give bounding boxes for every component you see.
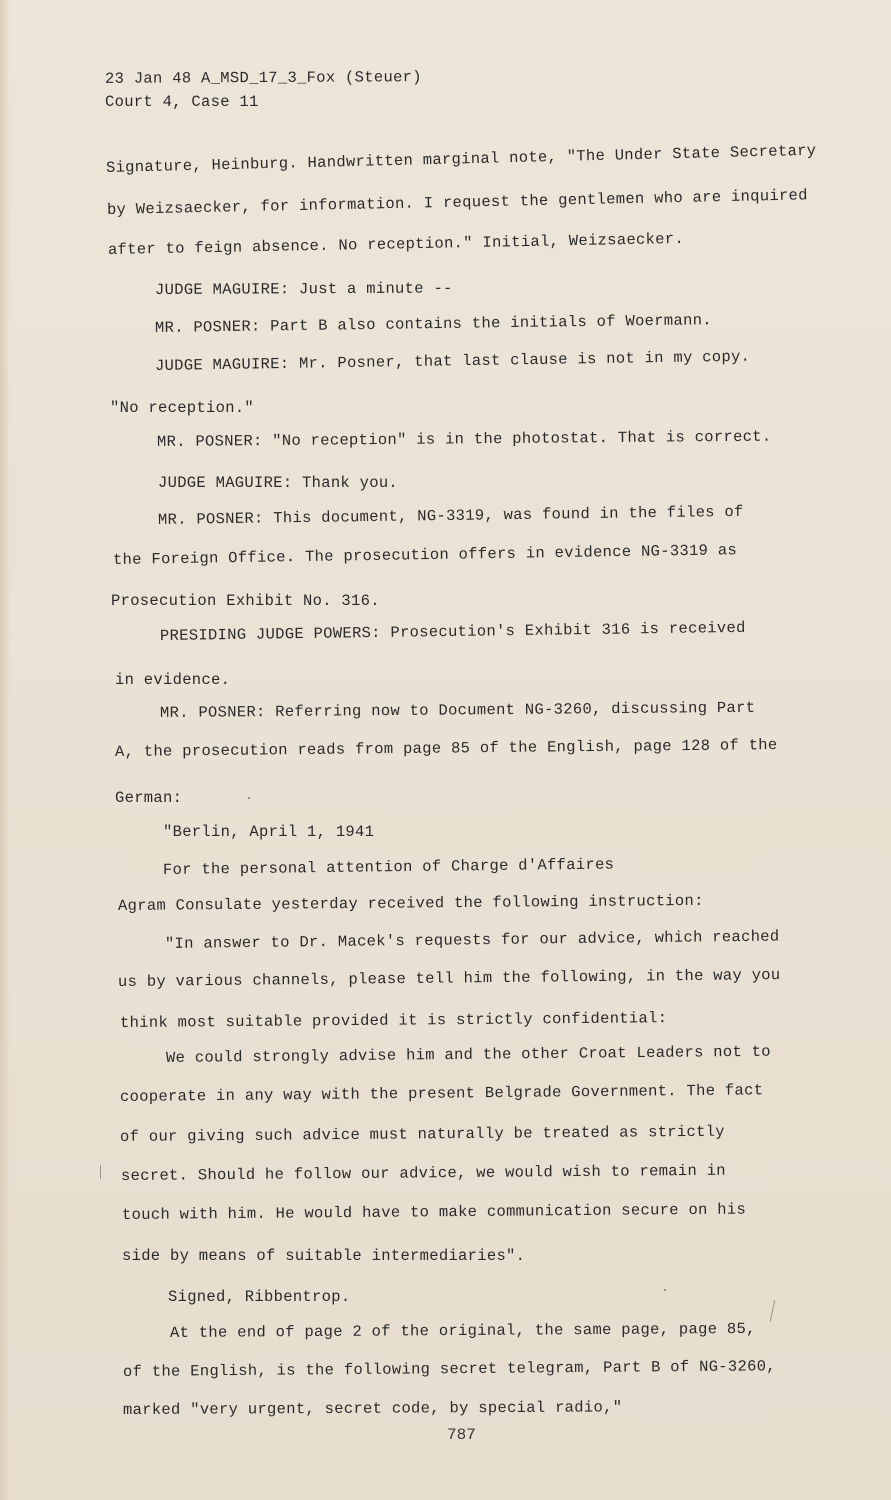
body-line: JUDGE MAGUIRE: Mr. Posner, that last clause is not in my copy.: [154, 347, 751, 375]
body-line: of the English, is the following secret telegram, Part B of NG-3260,: [122, 1357, 776, 1381]
header-line-1: 23 Jan 48 A_MSD_17_3_Fox (Steuer): [104, 68, 422, 88]
body-line: "Berlin, April 1, 1941: [163, 823, 375, 841]
body-line: the Foreign Office. The prosecution offers in evidence NG-3319 as: [112, 541, 738, 569]
body-line: At the end of page 2 of the original, the same page, page 85,: [169, 1319, 756, 1342]
body-line: Prosecution Exhibit No. 316.: [111, 592, 380, 610]
body-line: MR. POSNER: This document, NG-3319, was found in the files of: [157, 502, 744, 529]
body-line: JUDGE MAGUIRE: Thank you.: [158, 474, 399, 492]
body-line: A, the prosecution reads from page 85 of the English, page 128 of the: [114, 736, 778, 761]
body-line: MR. POSNER: "No reception" is in the photostat. That is correct.: [156, 427, 772, 451]
margin-mark: [664, 1289, 666, 1291]
body-line: marked "very urgent, secret code, by special radio,": [122, 1398, 623, 1419]
body-line: in evidence.: [115, 671, 231, 689]
body-line: cooperate in any way with the present Belgrade Government. The fact: [119, 1081, 764, 1106]
body-line: We could strongly advise him and the other Croat Leaders not to: [165, 1042, 771, 1067]
header-line-2: Court 4, Case 11: [105, 93, 259, 111]
margin-mark: [248, 797, 250, 799]
body-line: Agram Consulate yesterday received the following instruction:: [117, 891, 704, 915]
body-line: JUDGE MAGUIRE: Just a minute --: [154, 279, 453, 299]
body-line: MR. POSNER: Part B also contains the initials of Woermann.: [154, 311, 712, 337]
body-line: For the personal attention of Charge d'Affaires: [162, 855, 615, 879]
body-line: secret. Should he follow our advice, we would wish to remain in: [120, 1161, 726, 1185]
body-line: of our giving such advice must naturally be treated as strictly: [119, 1122, 725, 1146]
body-line: "No reception.": [110, 399, 255, 417]
body-line: think most suitable provided it is strictly confidential:: [119, 1009, 668, 1032]
body-line: "In answer to Dr. Macek's requests for our advice, which reached: [164, 927, 780, 953]
body-line: Signed, Ribbentrop.: [168, 1288, 351, 1306]
body-line: MR. POSNER: Referring now to Document NG-3260, discussing Part: [159, 698, 756, 722]
body-line: Signature, Heinburg. Handwritten marginal note, "The Under State Secretary: [105, 141, 817, 177]
body-line: us by various channels, please tell him the following, in the way you: [117, 966, 781, 991]
page-number: 787: [447, 1426, 476, 1444]
body-line: PRESIDING JUDGE POWERS: Prosecution's Exhibit 316 is received: [159, 618, 746, 645]
margin-mark: [100, 1165, 101, 1179]
body-line: touch with him. He would have to make communication secure on his: [121, 1200, 747, 1224]
page-edge-shadow: [0, 0, 10, 1500]
body-line: by Weizsaecker, for information. I request the gentlemen who are inquired: [106, 186, 808, 219]
body-line: side by means of suitable intermediaries".: [122, 1247, 526, 1265]
body-line: after to feign absence. No reception." Initial, Weizsaecker.: [107, 229, 685, 259]
margin-mark: [770, 1300, 776, 1322]
body-line: German:: [115, 789, 183, 807]
